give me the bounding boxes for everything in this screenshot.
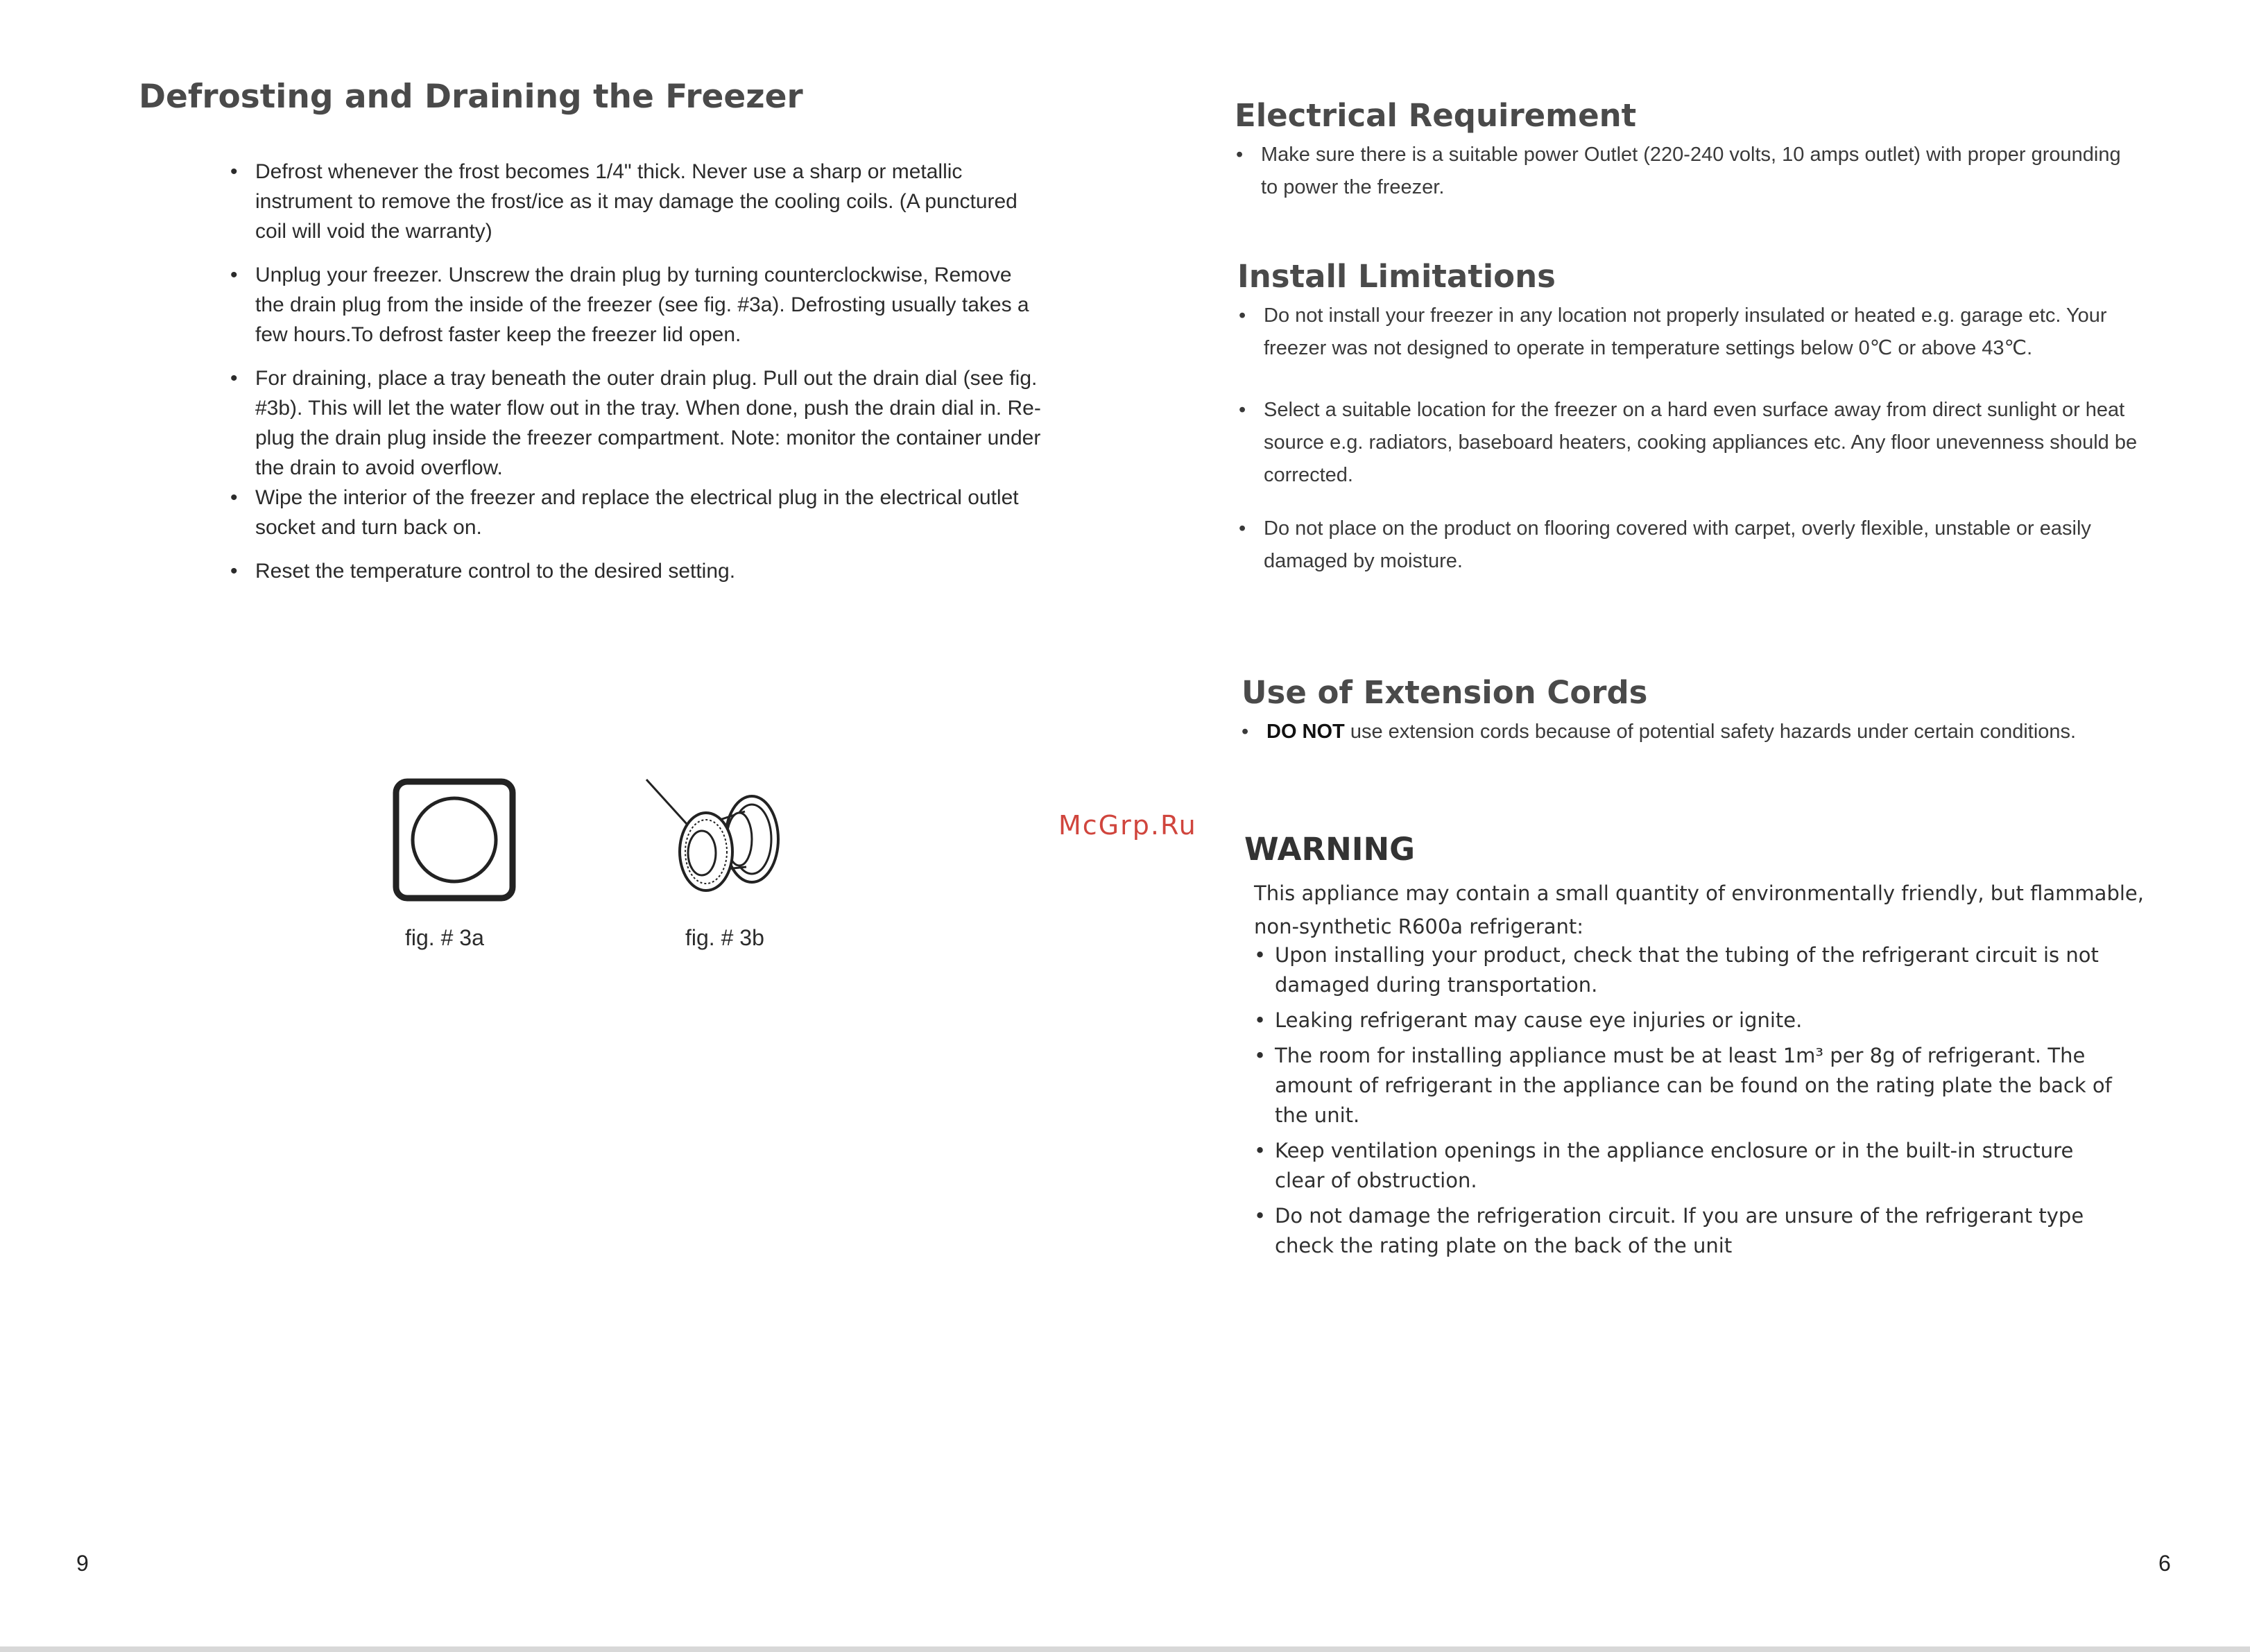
install-heading: Install Limitations bbox=[1237, 258, 1556, 295]
list-item: • Do not damage the refrigeration circuit. If you are unsure of the refrigerant type check the rating plate on the back of the unit bbox=[1254, 1201, 2121, 1261]
warning-list bbox=[1254, 940, 2121, 1266]
list-item: • Leaking refrigerant may cause eye injuries or ignite. bbox=[1254, 1006, 2121, 1035]
list-item: • Do not install your freezer in any location not properly insulated or heated e.g. garage etc. Your freezer was not designed to operate in temperature settings below 0℃ or above 43℃. bbox=[1239, 300, 2140, 365]
list-item: • Upon installing your product, check that the tubing of the refrigerant circuit is not damaged during transportation. bbox=[1254, 940, 2121, 1000]
page-number-right: 6 bbox=[2158, 1551, 2171, 1576]
electrical-list bbox=[1236, 139, 2138, 218]
list-item: • Unplug your freezer. Unscrew the drain plug by turning counterclockwise, Remove the drain plug from the inside of the freezer (see fig. #3a). Defrosting usually takes a few hours.To defrost faster keep the freezer lid open. bbox=[230, 260, 1042, 350]
warning-intro: This appliance may contain a small quantity of environmentally friendly, but flammable, non-synthetic R600a refrigerant: bbox=[1254, 881, 2144, 938]
do-not-label: DO NOT bbox=[1266, 721, 1345, 743]
right-page bbox=[1125, 0, 2250, 1652]
watermark: McGrp.Ru bbox=[1058, 810, 1197, 841]
extension-text: use extension cords because of potential safety hazards under certain conditions. bbox=[1344, 721, 2077, 743]
electrical-heading: Electrical Requirement bbox=[1235, 97, 1637, 134]
warning-heading: WARNING bbox=[1244, 831, 1416, 868]
list-item: • The room for installing appliance must be at least 1m³ per 8g of refrigerant. The amount of refrigerant in the appliance can be found on the rating plate the back of the unit. bbox=[1254, 1041, 2121, 1130]
list-item: • Reset the temperature control to the desired setting. bbox=[230, 556, 1042, 586]
drain-plug-icon bbox=[393, 778, 516, 902]
install-list bbox=[1239, 300, 2140, 592]
page-number-left: 9 bbox=[76, 1551, 89, 1576]
defrosting-heading: Defrosting and Draining the Freezer bbox=[139, 78, 803, 116]
extension-heading: Use of Extension Cords bbox=[1242, 674, 1648, 711]
fig-3b-caption: fig. # 3b bbox=[685, 925, 764, 950]
list-item: • Make sure there is a suitable power Outlet (220-240 volts, 10 amps outlet) with proper grounding to power the freezer. bbox=[1236, 139, 2138, 204]
drain-dial-icon bbox=[642, 775, 795, 914]
list-item: • Wipe the interior of the freezer and replace the electrical plug in the electrical outlet socket and turn back on. bbox=[230, 483, 1042, 542]
list-item: • Do not place on the product on flooring covered with carpet, overly flexible, unstable or easily damaged by moisture. bbox=[1239, 513, 2140, 578]
page-bottom-rule bbox=[0, 1646, 2250, 1652]
list-item: • Select a suitable location for the freezer on a hard even surface away from direct sunlight or heat source e.g. radiators, baseboard heaters, cooking appliances etc. Any floor unevenness should be corrected. bbox=[1239, 394, 2140, 492]
extension-list bbox=[1242, 716, 2143, 762]
list-item: • Defrost whenever the frost becomes 1/4" thick. Never use a sharp or metallic instrument to remove the frost/ice as it may damage the cooling coils. (A punctured coil will void the warranty) bbox=[230, 157, 1042, 246]
list-item bbox=[1242, 716, 2143, 748]
fig-3a-caption: fig. # 3a bbox=[405, 925, 484, 950]
list-item: • Keep ventilation openings in the appliance enclosure or in the built-in structure clear of obstruction. bbox=[1254, 1136, 2121, 1196]
defrosting-list bbox=[230, 157, 1042, 600]
list-item: • For draining, place a tray beneath the outer drain plug. Pull out the drain dial (see fig. #3b). This will let the water flow out in the tray. When done, push the drain dial in. Re-plug the drain plug inside the freezer compartment. Note: monitor the container under the drain to avoid overflow. bbox=[230, 363, 1042, 483]
